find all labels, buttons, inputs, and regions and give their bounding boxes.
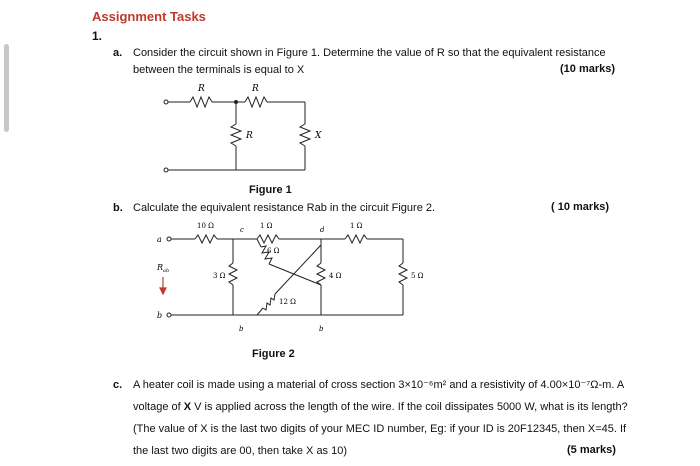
fig2-label-4-ohm: 4 Ω [329, 272, 342, 280]
fig2-node-a: a [157, 235, 162, 244]
part-c-line2: voltage of X V is applied across the length of the wire. If the coil dissipates 5000 W, what is its length? [133, 401, 628, 413]
scrollbar[interactable] [4, 44, 9, 132]
figure-1-circuit [160, 82, 340, 174]
fig1-label-x-vertical: X [315, 131, 322, 141]
fig2-label-12-ohm: 12 Ω [279, 298, 296, 306]
fig2-node-d: d [320, 226, 325, 234]
fig2-label-rab: $R_{ab}$ [157, 263, 170, 274]
fig2-node-b: b [157, 311, 163, 320]
fig2-label-1-ohm-left: 1 Ω [260, 222, 273, 230]
fig1-label-r-vertical: R [246, 131, 253, 141]
part-c-label: c. [113, 379, 123, 391]
fig2-label-6-ohm: 6 Ω [267, 247, 280, 255]
fig1-label-r-top-right: R [252, 84, 259, 94]
fig2-node-c: c [240, 226, 244, 234]
part-c-marks: (5 marks) [567, 444, 616, 456]
part-c-line3: (The value of X is the last two digits of your MEC ID number, Eg: if your ID is 20F12345, then X=45. If [133, 423, 627, 435]
part-b-text: Calculate the equivalent resistance Rab in the circuit Figure 2. [133, 202, 436, 214]
figure-2-circuit [145, 215, 435, 335]
figure-2-caption: Figure 2 [252, 348, 295, 360]
part-b-marks: ( 10 marks) [551, 201, 610, 213]
fig2-label-5-ohm: 5 Ω [411, 272, 424, 280]
part-b-label: b. [113, 202, 123, 214]
part-c-line4: the last two digits are 00, then take X as 10) [133, 445, 348, 457]
part-c-line1: A heater coil is made using a material of cross section 3×10⁻⁶m² and a resistivity of 4.00×10⁻⁷Ω-m. A [133, 379, 625, 391]
fig1-label-r-top-left: R [198, 84, 205, 94]
variable-x: X [183, 401, 192, 413]
part-a-line1: Consider the circuit shown in Figure 1. Determine the value of R so that the equivalent resistance [133, 47, 606, 59]
fig2-label-1-ohm-right: 1 Ω [350, 222, 363, 230]
fig2-label-3-ohm: 3 Ω [213, 272, 226, 280]
fig2-node-b-bottom-1: b [239, 325, 244, 333]
figure-1-caption: Figure 1 [249, 184, 292, 196]
fig2-label-10-ohm: 10 Ω [197, 222, 214, 230]
part-a-marks: (10 marks) [560, 63, 616, 75]
page-heading: Assignment Tasks [92, 9, 206, 24]
fig2-node-b-bottom-2: b [319, 325, 324, 333]
part-a-label: a. [113, 47, 123, 59]
part-a-line2: between the terminals is equal to X [133, 64, 305, 76]
question-number: 1. [92, 29, 103, 43]
